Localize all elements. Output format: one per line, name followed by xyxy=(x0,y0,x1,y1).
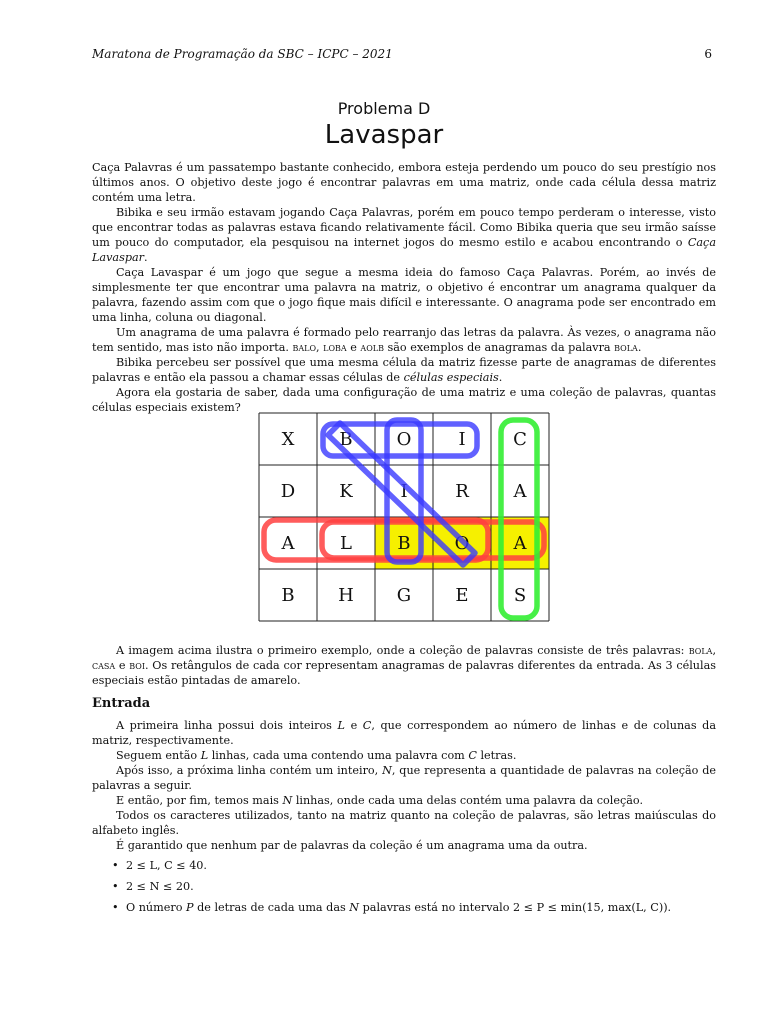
bullet-icon: • xyxy=(112,880,119,893)
problem-label: Problema D xyxy=(337,99,431,118)
grid-cell: X xyxy=(281,428,295,450)
page-number: 6 xyxy=(704,47,712,61)
input-section xyxy=(92,718,716,853)
bullet-icon: • xyxy=(112,901,119,914)
grid-cell: E xyxy=(455,584,469,606)
paragraph: Agora ela gostaria de saber, dada uma configuração de uma matriz e uma coleção de palavras, quantas células especiais existem? xyxy=(92,386,716,414)
paragraph: E então, por fim, temos mais N linhas, onde cada uma delas contém uma palavra da coleção. xyxy=(116,794,644,807)
grid-cell: D xyxy=(280,480,296,502)
intro-section xyxy=(92,160,716,415)
grid-cell: B xyxy=(375,517,433,569)
paragraph: A imagem acima ilustra o primeiro exemplo, onde a coleção de palavras consiste de três palavras: bola, casa e boi. Os retângulos de cada cor representam anagramas de palavras diferentes da entrada. As 3 células especiais estão pintadas de amarelo. xyxy=(92,644,716,687)
grid-cell: B xyxy=(281,584,295,606)
constraint-item: • 2 ≤ L, C ≤ 40. xyxy=(112,859,207,872)
grid-cell: G xyxy=(396,584,412,606)
letter-grid xyxy=(258,412,550,624)
constraint-item: • 2 ≤ N ≤ 20. xyxy=(112,880,194,893)
running-header xyxy=(92,47,712,61)
constraint-item: • O número P de letras de cada uma das N palavras está no intervalo 2 ≤ P ≤ min(15, max(L, C)). xyxy=(112,901,672,914)
grid-cell: S xyxy=(513,584,527,606)
grid-cell: A xyxy=(513,480,527,502)
paragraph: É garantido que nenhum par de palavras da coleção é um anagrama uma da outra. xyxy=(116,839,588,852)
paragraph: Após isso, a próxima linha contém um inteiro, N, que representa a quantidade de palavras na coleção de palavras a seguir. xyxy=(92,764,716,792)
paragraph: A primeira linha possui dois inteiros L e C, que correspondem ao número de linhas e de colunas da matriz, respectivamente. xyxy=(92,719,717,747)
constraints-list xyxy=(112,858,671,921)
paragraph: Todos os caracteres utilizados, tanto na matriz quanto na coleção de palavras, são letras maiúsculas do alfabeto inglês. xyxy=(92,809,716,837)
grid-cell: I xyxy=(458,428,466,450)
paragraph: Caça Palavras é um passatempo bastante conhecido, embora esteja perdendo um pouco do seu prestígio nos últimos anos. O objetivo deste jogo é encontrar palavras em uma matriz, onde cada célula dessa matriz contém uma letra. xyxy=(92,161,716,204)
grid-cell: R xyxy=(455,480,469,502)
paragraph: Seguem então L linhas, cada uma contendo uma palavra com C letras. xyxy=(116,749,517,762)
paragraph: Bibika e seu irmão estavam jogando Caça Palavras, porém em pouco tempo perderam o interesse, visto que encontrar todas as palavras estava ficando relativamente fácil. Como Bibika queria que seu irmão saísse um pouco do computador, ela pesquisou na internet jogos do mesmo estilo e acabou encontrando o Caça Lavaspar. xyxy=(92,206,716,264)
paragraph: Caça Lavaspar é um jogo que segue a mesma ideia do famoso Caça Palavras. Porém, ao invés de simplesmente ter que encontrar uma palavra na matriz, o objetivo é encontrar um anagrama qualquer da palavra, fazendo assim com que o jogo fique mais difícil e interessante. O anagrama pode ser encontrado em uma linha, coluna ou diagonal. xyxy=(92,266,716,324)
paragraph: Bibika percebeu ser possível que uma mesma célula da matriz fizesse parte de anagramas de diferentes palavras e então ela passou a chamar essas células de células especiais. xyxy=(92,356,716,384)
grid-cell: C xyxy=(513,428,527,450)
grid-cell: L xyxy=(340,532,352,554)
grid-cell: A xyxy=(281,532,295,554)
grid-cell: H xyxy=(338,584,354,606)
figure-caption xyxy=(92,643,716,688)
grid-cell: K xyxy=(339,480,353,502)
grid-cell: B xyxy=(339,428,353,450)
problem-title: Lavaspar xyxy=(324,120,444,150)
paragraph: Um anagrama de uma palavra é formado pelo rearranjo das letras da palavra. Às vezes, o anagrama não tem sentido, mas isto não importa. balo, loba e aolb são exemplos de anagramas da palavra bola. xyxy=(92,326,716,354)
grid-cell: I xyxy=(400,480,408,502)
grid-cell: A xyxy=(491,517,549,569)
word-grid-figure xyxy=(258,412,550,624)
grid-cell: O xyxy=(433,517,491,569)
bullet-icon: • xyxy=(112,859,119,872)
grid-cell: O xyxy=(396,428,412,450)
header-title: Maratona de Programação da SBC – ICPC – 2021 xyxy=(92,47,393,61)
section-title-entrada: Entrada xyxy=(92,696,151,711)
